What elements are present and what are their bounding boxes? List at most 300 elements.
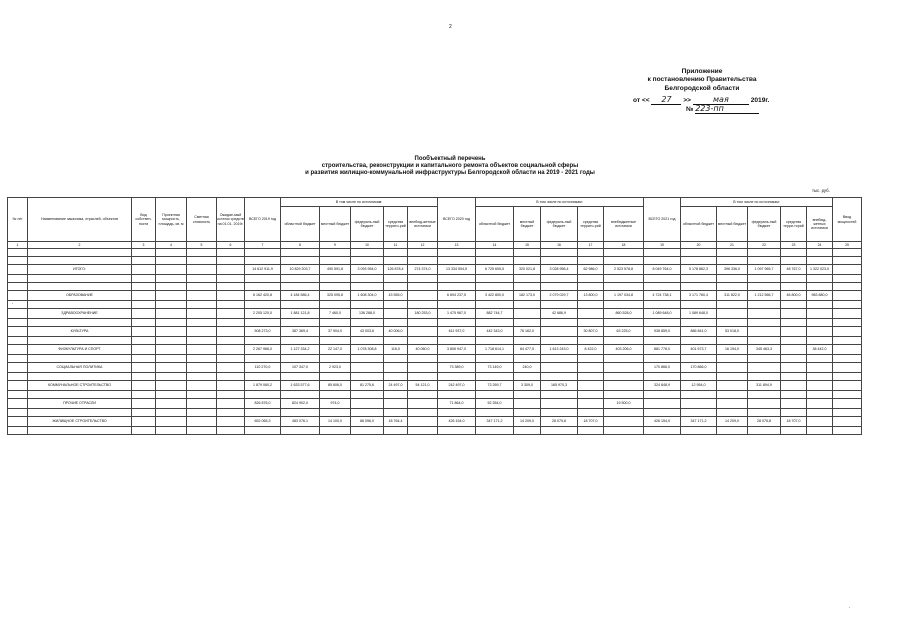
value-cell	[807, 399, 833, 409]
value-cell: 7 460,0	[320, 309, 351, 319]
empty-cell	[320, 391, 351, 399]
empty-cell	[541, 373, 578, 381]
table-row	[8, 363, 862, 373]
empty-cell	[281, 373, 320, 381]
empty-cell	[681, 319, 717, 327]
empty-cell	[604, 249, 644, 257]
empty-cell	[781, 301, 807, 309]
empty-cell	[187, 363, 217, 373]
table-row	[8, 417, 862, 427]
empty-cell	[408, 319, 438, 327]
empty-cell	[408, 427, 438, 435]
empty-cell	[351, 319, 384, 327]
empty-cell	[132, 309, 156, 319]
empty-cell	[438, 283, 476, 291]
value-cell: 508 273,0	[245, 327, 281, 337]
value-cell	[807, 417, 833, 427]
column-number: 9	[320, 242, 351, 249]
empty-cell	[156, 409, 187, 417]
empty-cell	[833, 257, 862, 265]
empty-cell	[217, 363, 245, 373]
empty-cell	[28, 373, 132, 381]
column-number: 6	[217, 242, 245, 249]
blank-row	[8, 409, 862, 417]
empty-cell	[781, 319, 807, 327]
empty-cell	[578, 355, 604, 363]
empty-cell	[351, 337, 384, 345]
value-cell: 52 354,0	[476, 399, 514, 409]
value-cell	[384, 399, 408, 409]
column-number: 5	[187, 242, 217, 249]
empty-cell	[748, 257, 781, 265]
header-total-2021: ВСЕГО 2021 год	[644, 198, 681, 242]
empty-cell	[748, 391, 781, 399]
value-cell: 180 253,0	[408, 309, 438, 319]
blank-row	[8, 275, 862, 283]
decree-number	[686, 104, 759, 114]
empty-cell	[578, 249, 604, 257]
empty-cell	[245, 301, 281, 309]
value-cell	[833, 399, 862, 409]
value-cell: 18 764,4	[384, 417, 408, 427]
empty-cell	[281, 391, 320, 399]
value-cell: 325 095,8	[320, 291, 351, 301]
date-day: 27	[661, 95, 672, 104]
empty-cell	[807, 337, 833, 345]
subheader-cell: областной бюджет	[681, 207, 717, 242]
column-number: 20	[681, 242, 717, 249]
value-cell: 1 089 648,0	[644, 309, 681, 319]
empty-cell	[578, 283, 604, 291]
date-mid: >>	[683, 97, 692, 104]
empty-cell	[644, 337, 681, 345]
empty-cell	[156, 319, 187, 327]
empty-cell	[281, 337, 320, 345]
row-name: КУЛЬТУРА	[28, 327, 132, 337]
empty-cell	[28, 249, 132, 257]
subheader-cell: внебюджетные источники	[604, 207, 644, 242]
empty-cell	[833, 337, 862, 345]
empty-cell	[156, 355, 187, 363]
empty-cell	[132, 399, 156, 409]
value-cell: 6 725 605,5	[476, 265, 514, 275]
value-cell: 18 707,0	[781, 417, 807, 427]
empty-cell	[578, 275, 604, 283]
empty-cell	[156, 327, 187, 337]
value-cell: 63 225,0	[604, 327, 644, 337]
row-number-cell	[8, 345, 28, 355]
empty-cell	[781, 275, 807, 283]
empty-cell	[217, 327, 245, 337]
value-cell: 1 475 967,0	[438, 309, 476, 319]
empty-cell	[187, 291, 217, 301]
appendix-line-region: Белгородской области	[664, 84, 740, 92]
empty-cell	[408, 283, 438, 291]
empty-cell	[217, 427, 245, 435]
column-number: 17	[578, 242, 604, 249]
date-month: мая	[713, 95, 729, 104]
empty-cell	[681, 275, 717, 283]
empty-cell	[476, 337, 514, 345]
empty-cell	[351, 275, 384, 283]
value-cell: 1 879 060,2	[245, 381, 281, 391]
value-cell	[604, 417, 644, 427]
empty-cell	[807, 283, 833, 291]
empty-cell	[514, 283, 541, 291]
value-cell	[781, 363, 807, 373]
empty-cell	[245, 337, 281, 345]
column-number: 2	[28, 242, 132, 249]
column-number: 7	[245, 242, 281, 249]
empty-cell	[187, 427, 217, 435]
empty-cell	[217, 355, 245, 363]
column-number: 4	[156, 242, 187, 249]
empty-cell	[514, 249, 541, 257]
empty-cell	[604, 355, 644, 363]
empty-cell	[717, 283, 748, 291]
funding-table	[7, 197, 862, 435]
column-number: 8	[281, 242, 320, 249]
empty-cell	[781, 391, 807, 399]
value-cell: 403 206,0	[604, 345, 644, 355]
empty-cell	[28, 409, 132, 417]
value-cell	[514, 399, 541, 409]
empty-cell	[132, 355, 156, 363]
empty-cell	[217, 301, 245, 309]
value-cell: 62 986,0	[578, 265, 604, 275]
subheader-cell: областной бюджет	[281, 207, 320, 242]
empty-cell	[807, 373, 833, 381]
empty-cell	[132, 381, 156, 391]
empty-cell	[156, 427, 187, 435]
header-name: Наименование заказчика, отраслей, объектов	[28, 198, 132, 242]
empty-cell	[408, 301, 438, 309]
empty-cell	[781, 283, 807, 291]
empty-cell	[132, 373, 156, 381]
empty-cell	[514, 275, 541, 283]
column-number: 10	[351, 242, 384, 249]
value-cell: 53 018,0	[717, 327, 748, 337]
empty-cell	[156, 291, 187, 301]
empty-cell	[438, 249, 476, 257]
empty-cell	[156, 283, 187, 291]
empty-cell	[156, 275, 187, 283]
empty-cell	[384, 249, 408, 257]
value-cell: 18 707,0	[578, 417, 604, 427]
empty-cell	[604, 319, 644, 327]
value-cell: 107 347,0	[281, 363, 320, 373]
subheader-cell: внебюд-жетных источники	[807, 207, 833, 242]
empty-cell	[748, 373, 781, 381]
empty-cell	[807, 249, 833, 257]
value-cell: 1 078 308,8	[351, 345, 384, 355]
empty-cell	[217, 391, 245, 399]
value-cell: 73 389,0	[438, 363, 476, 373]
value-cell	[717, 309, 748, 319]
empty-cell	[541, 391, 578, 399]
empty-cell	[187, 283, 217, 291]
column-number: 15	[514, 242, 541, 249]
value-cell	[748, 327, 781, 337]
empty-cell	[132, 319, 156, 327]
empty-cell	[748, 319, 781, 327]
empty-cell	[604, 257, 644, 265]
empty-cell	[217, 275, 245, 283]
empty-cell	[8, 373, 28, 381]
column-number: 23	[781, 242, 807, 249]
value-cell: 860 528,0	[604, 309, 644, 319]
value-cell: 3 028 956,4	[541, 265, 578, 275]
empty-cell	[187, 417, 217, 427]
empty-cell	[8, 301, 28, 309]
empty-cell	[187, 249, 217, 257]
empty-cell	[644, 373, 681, 381]
empty-cell	[781, 373, 807, 381]
value-cell: 274 374,0	[408, 265, 438, 275]
value-cell: 38 442,0	[807, 345, 833, 355]
empty-cell	[476, 427, 514, 435]
empty-cell	[514, 257, 541, 265]
empty-cell	[187, 309, 217, 319]
value-cell: 13 334 594,5	[438, 265, 476, 275]
value-cell: 2 923,0	[320, 363, 351, 373]
value-cell: 14 209,0	[717, 417, 748, 427]
empty-cell	[807, 409, 833, 417]
empty-cell	[681, 391, 717, 399]
empty-cell	[245, 373, 281, 381]
empty-cell	[408, 409, 438, 417]
empty-cell	[351, 373, 384, 381]
empty-cell	[156, 373, 187, 381]
empty-cell	[217, 373, 245, 381]
column-number: 16	[541, 242, 578, 249]
empty-cell	[281, 275, 320, 283]
empty-cell	[384, 257, 408, 265]
empty-cell	[438, 391, 476, 399]
empty-cell	[681, 249, 717, 257]
value-cell: 46 800,0	[781, 291, 807, 301]
row-number-cell	[8, 417, 28, 427]
subheader-cell: областной бюджет	[476, 207, 514, 242]
empty-cell	[217, 283, 245, 291]
empty-cell	[781, 355, 807, 363]
value-cell: 73 269,7	[476, 381, 514, 391]
value-cell: 490 591,8	[320, 265, 351, 275]
empty-cell	[807, 391, 833, 399]
table-row	[8, 327, 862, 337]
blank-row	[8, 427, 862, 435]
empty-cell	[807, 355, 833, 363]
value-cell	[717, 399, 748, 409]
value-cell	[408, 417, 438, 427]
empty-cell	[476, 249, 514, 257]
empty-cell	[833, 427, 862, 435]
empty-cell	[245, 319, 281, 327]
value-cell	[578, 399, 604, 409]
value-cell: 1 881 121,8	[281, 309, 320, 319]
value-cell: 426 154,0	[438, 417, 476, 427]
column-number: 13	[438, 242, 476, 249]
value-cell	[408, 363, 438, 373]
value-cell: 30 807,0	[578, 327, 604, 337]
empty-cell	[681, 283, 717, 291]
row-number-cell	[8, 399, 28, 409]
empty-cell	[644, 409, 681, 417]
value-cell: 170 866,0	[681, 363, 717, 373]
empty-cell	[438, 275, 476, 283]
value-cell: 824 902,0	[281, 399, 320, 409]
empty-cell	[8, 275, 28, 283]
empty-cell	[28, 275, 132, 283]
subheader-cell: местный бюджет	[320, 207, 351, 242]
empty-cell	[384, 337, 408, 345]
empty-cell	[132, 291, 156, 301]
header-kind: Вид собствен-ности	[132, 198, 156, 242]
empty-cell	[717, 249, 748, 257]
column-number: 25	[833, 242, 862, 249]
row-name: ПРОЧИЕ ОТРАСЛИ	[28, 399, 132, 409]
empty-cell	[132, 417, 156, 427]
empty-cell	[514, 373, 541, 381]
title-line-2: строительства, реконструкции и капитального ремонта объектов социальной сферы	[321, 163, 579, 170]
empty-cell	[217, 265, 245, 275]
empty-cell	[351, 391, 384, 399]
empty-cell	[187, 391, 217, 399]
empty-cell	[156, 337, 187, 345]
empty-cell	[748, 355, 781, 363]
empty-cell	[320, 373, 351, 381]
empty-cell	[514, 409, 541, 417]
column-number: 18	[604, 242, 644, 249]
column-number: 22	[748, 242, 781, 249]
column-number: 24	[807, 242, 833, 249]
column-number: 11	[384, 242, 408, 249]
empty-cell	[644, 249, 681, 257]
value-cell	[781, 327, 807, 337]
empty-cell	[807, 319, 833, 327]
value-cell	[644, 399, 681, 409]
empty-cell	[833, 391, 862, 399]
table-body	[8, 242, 862, 435]
empty-cell	[320, 275, 351, 283]
value-cell: 8 422,0	[578, 345, 604, 355]
empty-cell	[217, 257, 245, 265]
empty-cell	[8, 319, 28, 327]
empty-cell	[245, 275, 281, 283]
empty-cell	[217, 291, 245, 301]
value-cell	[351, 399, 384, 409]
empty-cell	[320, 319, 351, 327]
empty-cell	[187, 373, 217, 381]
empty-cell	[541, 301, 578, 309]
value-cell	[541, 399, 578, 409]
empty-cell	[781, 409, 807, 417]
empty-cell	[781, 249, 807, 257]
value-cell: 324 848,9	[644, 381, 681, 391]
empty-cell	[717, 391, 748, 399]
empty-cell	[681, 257, 717, 265]
value-cell: 311 894,9	[748, 381, 781, 391]
empty-cell	[132, 409, 156, 417]
empty-cell	[384, 275, 408, 283]
value-cell: 311 822,0	[717, 291, 748, 301]
appendix-title: Приложение	[681, 68, 723, 75]
empty-cell	[351, 257, 384, 265]
date-year: 2019г.	[750, 97, 770, 104]
empty-cell	[187, 409, 217, 417]
value-cell: 826 876,0	[245, 399, 281, 409]
empty-cell	[408, 337, 438, 345]
empty-cell	[217, 381, 245, 391]
empty-cell	[132, 391, 156, 399]
value-cell	[351, 363, 384, 373]
empty-cell	[604, 283, 644, 291]
column-number: 12	[408, 242, 438, 249]
empty-cell	[681, 355, 717, 363]
value-cell: 1 718 614,1	[476, 345, 514, 355]
blank-row	[8, 249, 862, 257]
value-cell: 401 673,7	[681, 345, 717, 355]
empty-cell	[384, 391, 408, 399]
empty-cell	[8, 249, 28, 257]
empty-cell	[541, 337, 578, 345]
value-cell: 40 060,0	[408, 345, 438, 355]
empty-cell	[644, 257, 681, 265]
empty-cell	[644, 391, 681, 399]
value-cell: 347 171,2	[681, 417, 717, 427]
empty-cell	[578, 373, 604, 381]
value-cell	[408, 327, 438, 337]
title-line-3: и развития жилищно-коммунальной инфраструктуры Белгородской области на 2019 - 2021 годы	[305, 170, 595, 177]
empty-cell	[28, 283, 132, 291]
empty-cell	[187, 319, 217, 327]
empty-cell	[604, 391, 644, 399]
subheader-cell: федераль-ный бюджет	[541, 207, 578, 242]
empty-cell	[476, 275, 514, 283]
value-cell: 12 954,0	[681, 381, 717, 391]
header-sources-2021: В том числе по источникам:	[681, 198, 833, 207]
column-number: 3	[132, 242, 156, 249]
empty-cell	[541, 409, 578, 417]
empty-cell	[604, 337, 644, 345]
column-number-row	[8, 242, 862, 249]
value-cell	[807, 381, 833, 391]
empty-cell	[717, 275, 748, 283]
empty-cell	[28, 355, 132, 363]
value-cell: 64 477,5	[514, 345, 541, 355]
empty-cell	[245, 355, 281, 363]
empty-cell	[187, 327, 217, 337]
value-cell	[578, 363, 604, 373]
empty-cell	[717, 257, 748, 265]
subheader-cell: федераль-ный бюджет	[748, 207, 781, 242]
value-cell: 182 173,0	[514, 291, 541, 301]
empty-cell	[748, 249, 781, 257]
empty-cell	[217, 409, 245, 417]
unit-label: тыс. руб.	[812, 188, 830, 193]
value-cell	[833, 345, 862, 355]
value-cell: 71 864,0	[438, 399, 476, 409]
empty-cell	[187, 345, 217, 355]
empty-cell	[807, 427, 833, 435]
empty-cell	[604, 409, 644, 417]
empty-cell	[807, 301, 833, 309]
value-cell	[833, 265, 862, 275]
value-cell: 8 049 764,0	[644, 265, 681, 275]
title-line-1: Пообъектный перечень	[414, 156, 486, 162]
empty-cell	[644, 355, 681, 363]
value-cell: 14 612 911,9	[245, 265, 281, 275]
